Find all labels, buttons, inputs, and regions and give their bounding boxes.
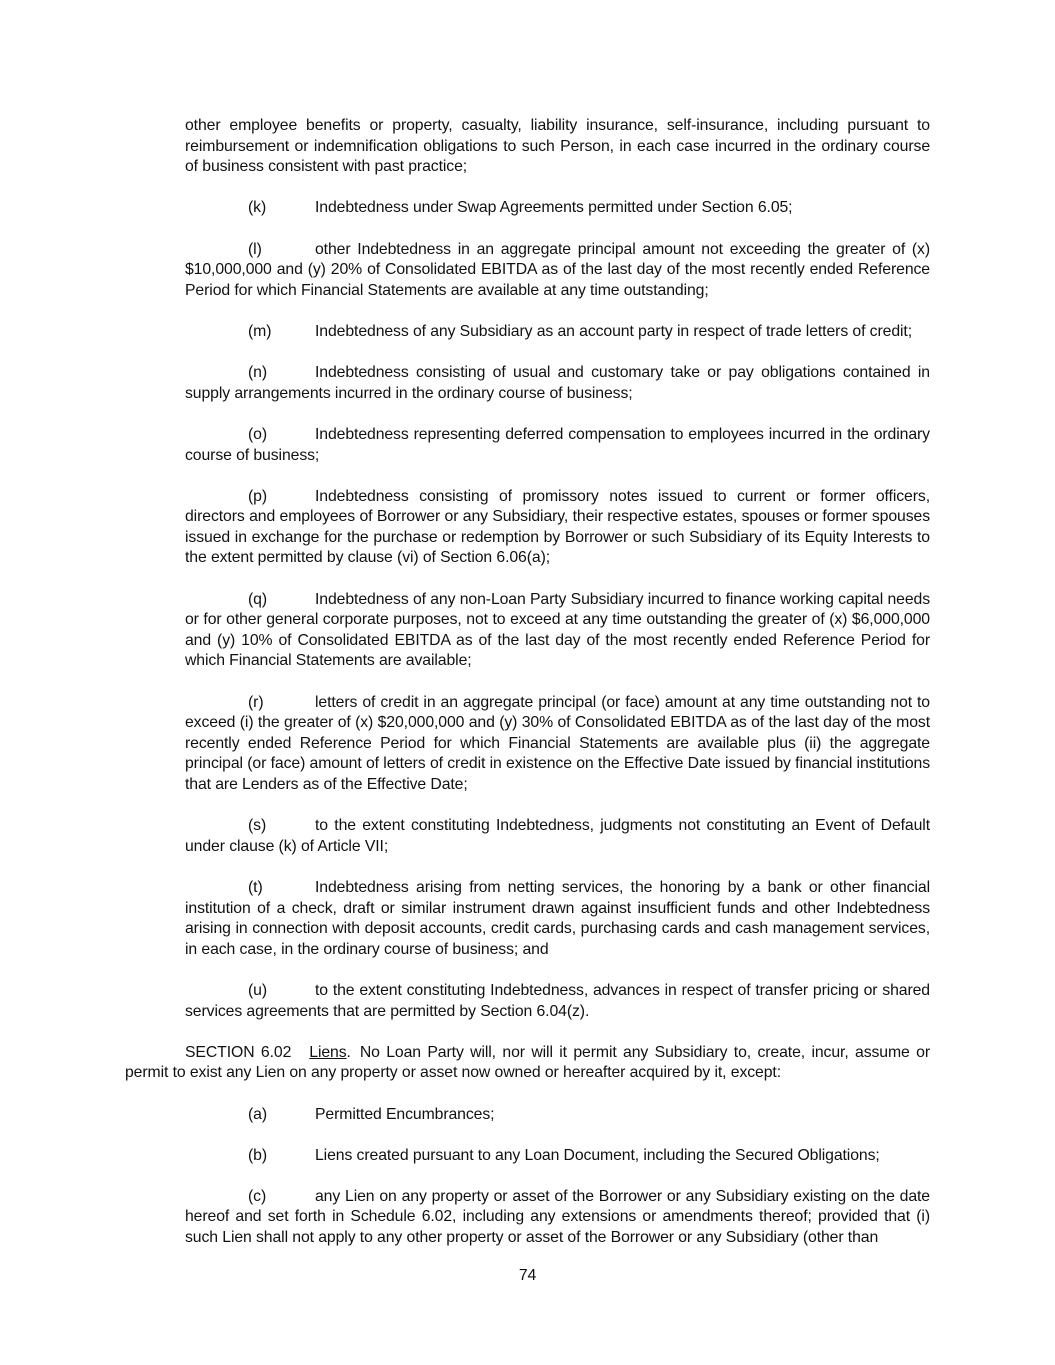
clause-r-text: letters of credit in an aggregate principal (or face) amount at any time outstanding not to exceed (i) the greater of (x) $20,000,000 and (y) 30% of Consolidated EBITDA as of the last day of the most recently ended Reference Period for which Financial Statements are available plus (ii) the aggregate principal (or face) amount of letters of credit in existence on the Effective Date issued by financial institutions that are Lenders as of the Effective Date;: [185, 693, 930, 793]
continuation-text: other employee benefits or property, casualty, liability insurance, self-insurance, including pursuant to reimbursement or indemnification obligations to such Person, in each case incurred in the ordinary course of business consistent with past practice;: [185, 117, 930, 176]
clause-t-label: (t): [248, 878, 263, 896]
clause-u-label: (u): [248, 981, 268, 999]
clause-q-label: (q): [248, 590, 268, 608]
clause-o-label: (o): [248, 425, 268, 443]
section-6-02-number: SECTION 6.02: [185, 1043, 292, 1061]
clause-t-paragraph: [185, 878, 930, 960]
clause-k-text: Indebtedness under Swap Agreements permitted under Section 6.05;: [315, 199, 793, 217]
section-6-02-body: No Loan Party will, nor will it permit any Subsidiary to, create, incur, assume or permit to exist any Lien on any property or asset now owned or hereafter acquired by it, except:: [125, 1043, 930, 1082]
clause-n-paragraph: [185, 363, 930, 404]
clause-n-label: (n): [248, 364, 268, 382]
clause-c-paragraph: [185, 1187, 930, 1249]
section-6-02-heading: Liens: [309, 1043, 347, 1061]
clause-l-paragraph: [185, 240, 930, 302]
clause-r-label: (r): [248, 693, 264, 711]
clause-m-paragraph: [185, 322, 930, 343]
clause-s-label: (s): [248, 817, 267, 835]
clause-u-text: to the extent constituting Indebtedness, advances in respect of transfer pricing or shared services agreements that are permitted by Section 6.04(z).: [185, 981, 930, 1020]
clause-s-paragraph: [185, 816, 930, 857]
clause-b-label: (b): [248, 1146, 268, 1164]
clause-p-paragraph: [185, 487, 930, 569]
clause-o-text: Indebtedness representing deferred compensation to employees incurred in the ordinary course of business;: [185, 425, 930, 464]
clause-n-text: Indebtedness consisting of usual and customary take or pay obligations contained in supply arrangements incurred in the ordinary course of business;: [185, 364, 930, 402]
page-number: 74: [518, 1267, 537, 1284]
clause-a-paragraph: [185, 1105, 930, 1126]
clause-p-label: (p): [248, 487, 268, 505]
clause-s-text: to the extent constituting Indebtedness, judgments not constituting an Event of Default under clause (k) of Article VII;: [185, 817, 930, 855]
clause-a-text: Permitted Encumbrances;: [315, 1105, 495, 1123]
clause-q-paragraph: [185, 590, 930, 672]
clause-b-text: Liens created pursuant to any Loan Document, including the Secured Obligations;: [315, 1146, 880, 1164]
clause-q-text: Indebtedness of any non-Loan Party Subsidiary incurred to finance working capital needs or for other general corporate purposes, not to exceed at any time outstanding the greater of (x) $6,000,000 and (y) 10% of Consolidated EBITDA as of the last day of the most recently ended Reference Period for which Financial Statements are available;: [185, 590, 930, 670]
clause-u-paragraph: [185, 981, 930, 1022]
clause-k-label: (k): [248, 199, 267, 217]
clause-p-text: Indebtedness consisting of promissory notes issued to current or former officers, directors and employees of Borrower or any Subsidiary, their respective estates, spouses or former spouses issued in exchange for the purchase or redemption by Borrower or such Subsidiary of its Equity Interests to the extent permitted by clause (vi) of Section 6.06(a);: [185, 487, 930, 567]
clause-m-label: (m): [248, 322, 272, 340]
clause-l-text: other Indebtedness in an aggregate principal amount not exceeding the greater of (x) $10,000,000 and (y) 20% of Consolidated EBITDA as of the last day of the most recently ended Reference Period for which Financial Statements are available at any time outstanding;: [185, 240, 930, 299]
section-6-02-heading-period: .: [346, 1043, 351, 1061]
clause-c-label: (c): [248, 1187, 267, 1205]
section-6-02-paragraph: [125, 1043, 930, 1084]
clause-l-label: (l): [248, 240, 262, 258]
clause-o-paragraph: [185, 425, 930, 466]
clause-b-paragraph: [185, 1146, 930, 1167]
clause-c-text: any Lien on any property or asset of the Borrower or any Subsidiary existing on the date hereof and set forth in Schedule 6.02, including any extensions or amendments thereof; provided that (i) such Lien shall not apply to any other property or asset of the Borrower or any Subsidiary (other than: [185, 1187, 930, 1247]
clause-m-text: Indebtedness of any Subsidiary as an account party in respect of trade letters of credit;: [315, 322, 912, 340]
clause-k-paragraph: [185, 198, 930, 219]
continuation-paragraph: [185, 116, 930, 178]
clause-a-label: (a): [248, 1105, 268, 1123]
clause-t-text: Indebtedness arising from netting services, the honoring by a bank or other financial institution of a check, draft or similar instrument drawn against insufficient funds and other Indebtedness arising in connection with deposit accounts, credit cards, purchasing cards and cash management services, in each case, in the ordinary course of business; and: [185, 878, 930, 958]
clause-r-paragraph: [185, 693, 930, 796]
